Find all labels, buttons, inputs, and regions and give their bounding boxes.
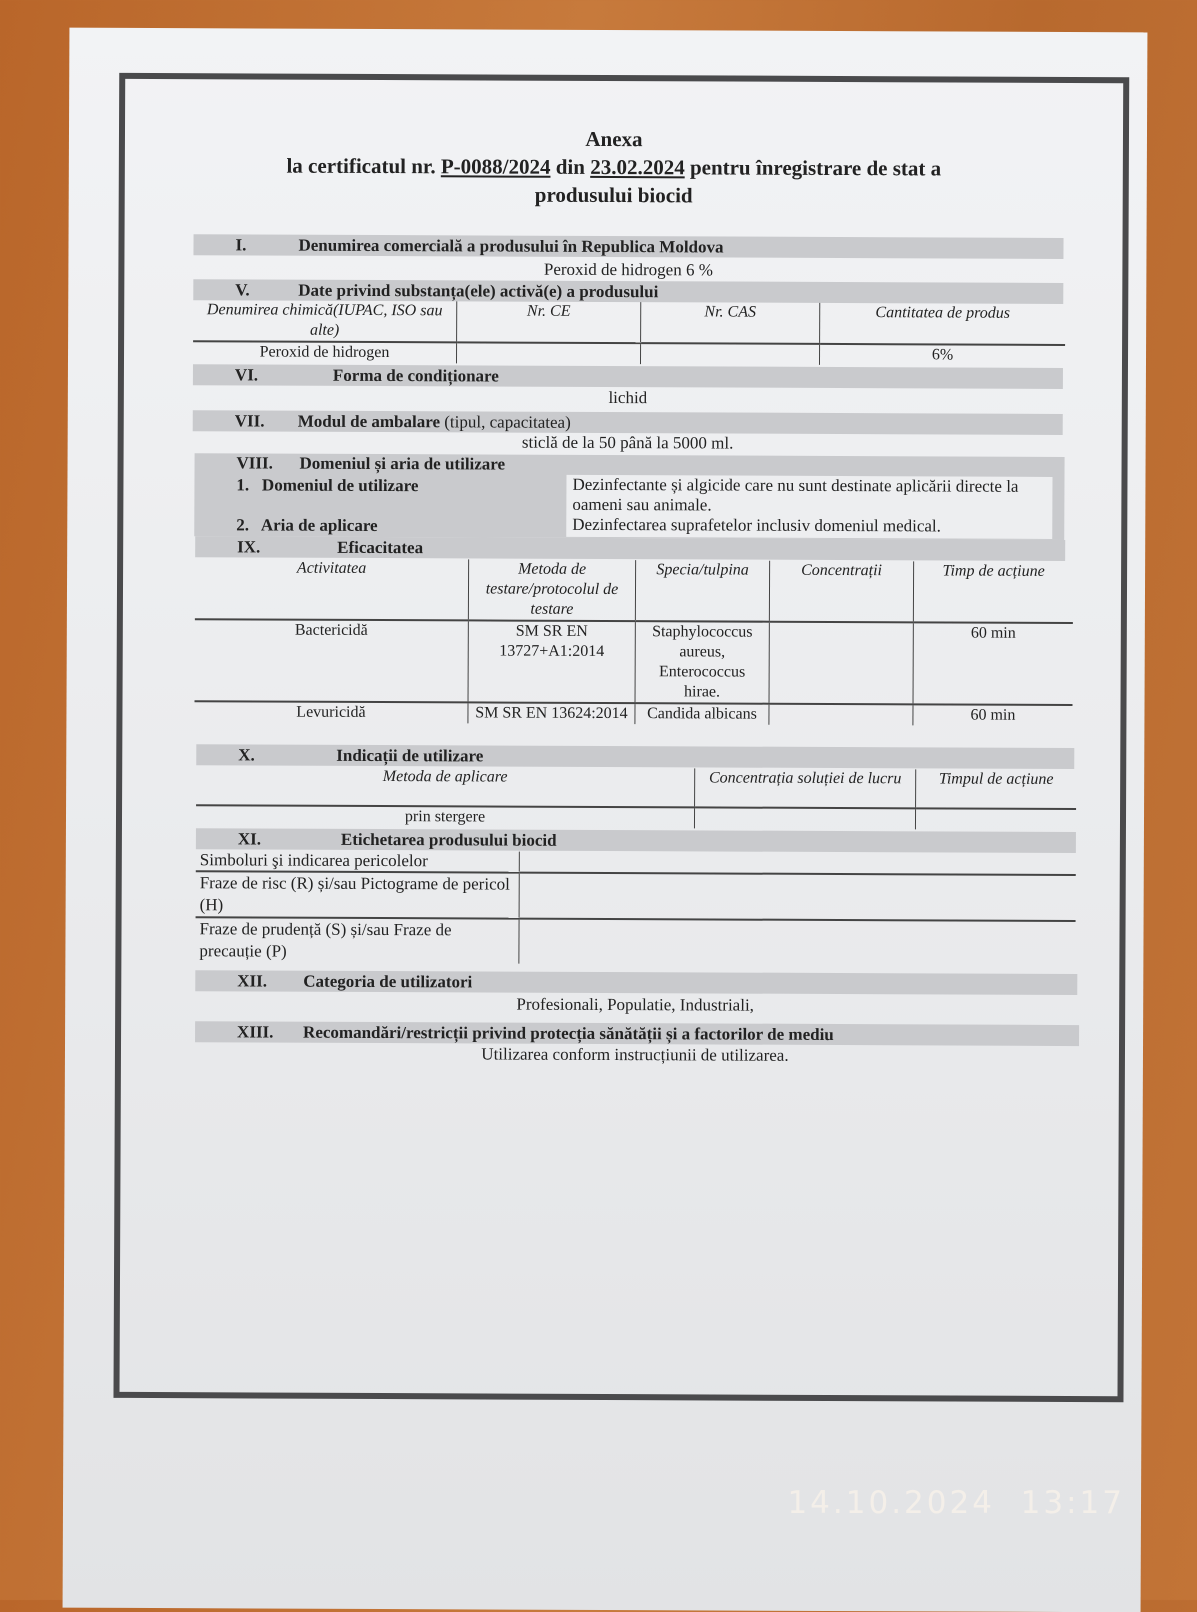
title-prefix: la certificatul nr. bbox=[286, 153, 436, 179]
section-num: I. bbox=[235, 235, 247, 255]
cell: SM SR EN 13727+A1:2014 bbox=[468, 620, 635, 703]
section-title: Indicații de utilizare bbox=[336, 745, 484, 766]
table-row bbox=[194, 701, 1072, 726]
col-header: Metoda de testare/protocolul de testare bbox=[468, 559, 635, 621]
cell bbox=[915, 808, 1076, 830]
labeling-table bbox=[195, 850, 1075, 966]
section-ix-header bbox=[195, 536, 1065, 561]
cell: Levuricidă bbox=[296, 703, 366, 721]
application-area-label: 2. Aria de aplicare bbox=[236, 515, 378, 536]
cell bbox=[456, 342, 640, 364]
table-row bbox=[196, 871, 1076, 921]
cell bbox=[769, 704, 913, 726]
section-title: Categoria de utilizatori bbox=[303, 971, 473, 992]
cell: Fraze de risc (R) și/sau Pictograme de pericol (H) bbox=[196, 871, 520, 918]
section-title: Forma de condiționare bbox=[332, 365, 499, 386]
section-title-rest: (tipul, capacitatea) bbox=[444, 412, 571, 432]
section-i-header bbox=[193, 234, 1063, 259]
col-header: Timpul de acțiune bbox=[916, 769, 1077, 809]
user-category-value: Profesionali, Populatie, Industriali, bbox=[516, 994, 754, 1015]
section-num: X. bbox=[238, 745, 255, 765]
cell: 60 min bbox=[913, 622, 1073, 705]
col-header: Concentrații bbox=[769, 561, 913, 623]
col-header: Nr. CE bbox=[457, 301, 641, 343]
col-header: Metoda de aplicare bbox=[196, 766, 695, 807]
section-num: XII. bbox=[237, 971, 268, 991]
cell: 6% bbox=[819, 344, 1065, 366]
efficacy-table bbox=[194, 558, 1073, 726]
cell: Staphylococcus aureus, Enterococcus hirae. bbox=[635, 621, 769, 704]
section-title: Etichetarea produsului biocid bbox=[340, 829, 557, 850]
document-page bbox=[63, 28, 1148, 1612]
section-title: Eficacitatea bbox=[337, 537, 424, 558]
section-x-header bbox=[196, 744, 1074, 769]
section-num: V. bbox=[235, 280, 250, 300]
section-xiii-header bbox=[195, 1021, 1079, 1046]
title-suffix: pentru înregistrare de stat a bbox=[689, 155, 942, 181]
section-title: Date privind substanța(ele) activă(e) a produsului bbox=[298, 280, 659, 302]
section-vi-header bbox=[193, 364, 1063, 389]
cell: Simboluri şi indicarea pericolelor bbox=[196, 850, 520, 872]
section-num: VII. bbox=[234, 411, 265, 431]
table-row bbox=[195, 619, 1073, 705]
usage-domain-value: Dezinfectante și algicide care nu sunt destinate aplicării directe la oameni sau animale. bbox=[572, 474, 1019, 515]
cell: Candida albicans bbox=[635, 703, 769, 725]
usage-domain-label: 1. Domeniul de utilizare bbox=[236, 475, 419, 496]
section-num: IX. bbox=[237, 537, 261, 557]
col-header: Concentrația soluției de lucru bbox=[695, 768, 916, 808]
section-num: XIII. bbox=[237, 1022, 274, 1042]
form-value: lichid bbox=[608, 388, 648, 408]
certificate-date: 23.02.2024 bbox=[590, 154, 685, 180]
title-din: din bbox=[555, 154, 586, 179]
packaging-value: sticlă de la 50 până la 5000 ml. bbox=[521, 432, 734, 453]
title-line3: produsului biocid bbox=[534, 182, 693, 208]
application-area-value: Dezinfectarea suprafetelor inclusiv domeniul medical. bbox=[572, 514, 941, 536]
active-substance-table bbox=[193, 300, 1065, 366]
col-header: Denumirea chimică(IUPAC, ISO sau alte) bbox=[193, 300, 457, 342]
section-num: XI. bbox=[237, 829, 262, 849]
col-header: Timp de acțiune bbox=[913, 561, 1073, 623]
section-title: Domeniul și aria de utilizare bbox=[299, 453, 506, 474]
recommendations-value: Utilizarea conform instrucțiunii de utilizarea. bbox=[481, 1044, 789, 1065]
cell: prin stergere bbox=[404, 808, 486, 826]
section-num: VIII. bbox=[236, 453, 273, 473]
cell bbox=[640, 343, 819, 365]
col-header: Cantitatea de produs bbox=[820, 303, 1066, 345]
cell: Fraze de prudență (S) și/sau Fraze de precauție (P) bbox=[199, 919, 452, 961]
cell: Bactericidă bbox=[195, 619, 469, 702]
cell: 60 min bbox=[913, 704, 1073, 726]
section-num: VI. bbox=[234, 365, 259, 385]
cell bbox=[769, 622, 913, 705]
trade-name-value: Peroxid de hidrogen 6 % bbox=[543, 259, 713, 280]
table-row bbox=[195, 917, 1075, 966]
title-line1: Anexa bbox=[585, 126, 643, 152]
section-title: Recomandări/restricții privind protecția sănătății și a factorilor de mediu bbox=[303, 1022, 834, 1045]
section-xii-header bbox=[195, 970, 1077, 995]
certificate-number: P-0088/2024 bbox=[440, 154, 551, 179]
cell bbox=[694, 807, 915, 829]
col-header: Nr. CAS bbox=[641, 302, 820, 344]
cell: Peroxid de hidrogen bbox=[259, 343, 390, 362]
photo-timestamp: 14.10.2024 13:17 bbox=[787, 1485, 1125, 1521]
section-viii bbox=[194, 453, 1064, 540]
cell: SM SR EN 13624:2014 bbox=[468, 702, 635, 724]
section-title: Modul de ambalare bbox=[297, 411, 441, 432]
usage-table bbox=[196, 766, 1076, 830]
col-header: Specia/tulpina bbox=[635, 560, 769, 622]
section-title: Denumirea comercială a produsului în Republica Moldova bbox=[298, 235, 724, 257]
document-title bbox=[129, 123, 1099, 211]
col-header: Activitatea bbox=[195, 558, 469, 620]
section-xi-header bbox=[196, 828, 1076, 853]
